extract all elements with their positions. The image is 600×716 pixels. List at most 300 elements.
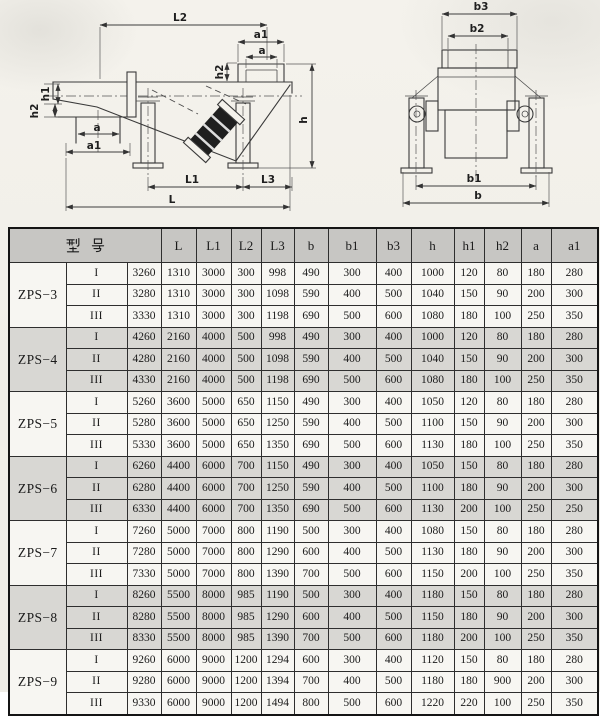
value-cell: 90 — [484, 607, 521, 629]
header-row — [9, 228, 598, 263]
value-cell: 1130 — [411, 542, 454, 564]
type-cell: III — [66, 306, 127, 328]
value-cell: 180 — [521, 585, 551, 607]
value-cell: 500 — [328, 693, 376, 715]
value-cell: 600 — [376, 628, 411, 650]
value-cell: 1080 — [411, 306, 454, 328]
table-row — [9, 521, 598, 543]
value-cell: 7260 — [127, 521, 161, 543]
type-cell: II — [66, 542, 127, 564]
value-cell: 300 — [551, 349, 598, 371]
type-cell: II — [66, 671, 127, 693]
value-cell: 100 — [484, 306, 521, 328]
value-cell: 90 — [484, 349, 521, 371]
col-header-L1: L1 — [196, 228, 231, 263]
table-row — [9, 284, 598, 306]
value-cell: 1100 — [411, 478, 454, 500]
value-cell: 400 — [376, 327, 411, 349]
value-cell: 3000 — [196, 263, 231, 285]
value-cell: 300 — [328, 650, 376, 672]
value-cell: 1040 — [411, 284, 454, 306]
table-row — [9, 585, 598, 607]
value-cell: 400 — [328, 607, 376, 629]
value-cell: 300 — [328, 521, 376, 543]
value-cell: 180 — [454, 478, 484, 500]
value-cell: 150 — [454, 650, 484, 672]
value-cell: 800 — [231, 521, 261, 543]
value-cell: 5000 — [196, 435, 231, 457]
value-cell: 150 — [454, 349, 484, 371]
value-cell: 180 — [521, 650, 551, 672]
value-cell: 250 — [521, 564, 551, 586]
value-cell: 100 — [484, 693, 521, 715]
value-cell: 1040 — [411, 349, 454, 371]
type-cell: I — [66, 650, 127, 672]
value-cell: 590 — [294, 349, 328, 371]
value-cell: 1200 — [231, 693, 261, 715]
value-cell: 180 — [454, 671, 484, 693]
value-cell: 4260 — [127, 327, 161, 349]
value-cell: 250 — [521, 435, 551, 457]
value-cell: 300 — [231, 263, 261, 285]
value-cell: 280 — [551, 263, 598, 285]
value-cell: 120 — [454, 392, 484, 414]
value-cell: 985 — [231, 628, 261, 650]
value-cell: 500 — [376, 478, 411, 500]
value-cell: 600 — [294, 542, 328, 564]
value-cell: 7000 — [196, 542, 231, 564]
table-row — [9, 499, 598, 521]
value-cell: 300 — [328, 392, 376, 414]
type-cell: II — [66, 349, 127, 371]
value-cell: 200 — [521, 284, 551, 306]
value-cell: 690 — [294, 435, 328, 457]
value-cell: 1390 — [261, 628, 294, 650]
dim-label-b: b — [474, 190, 482, 202]
value-cell: 800 — [231, 564, 261, 586]
model-header-glyphs — [65, 237, 106, 253]
value-cell: 4400 — [161, 456, 196, 478]
spec-table — [8, 227, 599, 716]
value-cell: 9000 — [196, 671, 231, 693]
value-cell: 300 — [328, 327, 376, 349]
value-cell: 4000 — [196, 349, 231, 371]
value-cell: 1150 — [411, 607, 454, 629]
table-row — [9, 392, 598, 414]
col-header-b: b — [294, 228, 328, 263]
table-row — [9, 370, 598, 392]
value-cell: 5280 — [127, 413, 161, 435]
value-cell: 300 — [551, 284, 598, 306]
table-row — [9, 607, 598, 629]
value-cell: 590 — [294, 478, 328, 500]
value-cell: 1310 — [161, 306, 196, 328]
value-cell: 1350 — [261, 435, 294, 457]
value-cell: 5000 — [161, 521, 196, 543]
value-cell: 80 — [484, 650, 521, 672]
col-header-b3: b3 — [376, 228, 411, 263]
value-cell: 500 — [376, 349, 411, 371]
value-cell: 590 — [294, 284, 328, 306]
value-cell: 80 — [484, 456, 521, 478]
value-cell: 500 — [376, 671, 411, 693]
value-cell: 2160 — [161, 327, 196, 349]
value-cell: 500 — [231, 327, 261, 349]
value-cell: 280 — [551, 327, 598, 349]
table-row — [9, 413, 598, 435]
value-cell: 2160 — [161, 349, 196, 371]
value-cell: 1130 — [411, 435, 454, 457]
type-cell: I — [66, 392, 127, 414]
dim-label-a-top: a — [258, 45, 266, 57]
value-cell: 6280 — [127, 478, 161, 500]
model-group — [9, 392, 598, 457]
value-cell: 650 — [231, 392, 261, 414]
value-cell: 500 — [231, 370, 261, 392]
value-cell: 650 — [231, 435, 261, 457]
type-cell: III — [66, 435, 127, 457]
value-cell: 490 — [294, 263, 328, 285]
value-cell: 5000 — [196, 392, 231, 414]
col-header-a1: a1 — [551, 228, 598, 263]
type-cell: III — [66, 499, 127, 521]
value-cell: 1098 — [261, 284, 294, 306]
value-cell: 700 — [231, 499, 261, 521]
value-cell: 5000 — [196, 413, 231, 435]
value-cell: 3000 — [196, 284, 231, 306]
value-cell: 600 — [376, 693, 411, 715]
value-cell: 985 — [231, 585, 261, 607]
value-cell: 6000 — [161, 693, 196, 715]
dim-label-b3: b3 — [473, 1, 489, 13]
table-row — [9, 327, 598, 349]
dim-label-h2-top: h2 — [214, 64, 226, 80]
value-cell: 5330 — [127, 435, 161, 457]
value-cell: 220 — [454, 693, 484, 715]
value-cell: 900 — [484, 671, 521, 693]
value-cell: 7330 — [127, 564, 161, 586]
value-cell: 200 — [454, 628, 484, 650]
value-cell: 600 — [376, 564, 411, 586]
type-cell: II — [66, 478, 127, 500]
value-cell: 200 — [521, 542, 551, 564]
table-row — [9, 349, 598, 371]
value-cell: 280 — [551, 392, 598, 414]
value-cell: 500 — [376, 413, 411, 435]
support-leg — [401, 90, 432, 180]
value-cell: 80 — [484, 521, 521, 543]
value-cell: 180 — [454, 435, 484, 457]
value-cell: 490 — [294, 327, 328, 349]
value-cell: 600 — [376, 499, 411, 521]
table-row — [9, 650, 598, 672]
value-cell: 250 — [521, 693, 551, 715]
value-cell: 350 — [551, 370, 598, 392]
value-cell: 100 — [484, 435, 521, 457]
value-cell: 3260 — [127, 263, 161, 285]
value-cell: 150 — [454, 284, 484, 306]
table-row — [9, 693, 598, 715]
value-cell: 1250 — [261, 478, 294, 500]
value-cell: 300 — [551, 542, 598, 564]
value-cell: 650 — [231, 413, 261, 435]
value-cell: 400 — [376, 521, 411, 543]
value-cell: 150 — [454, 456, 484, 478]
value-cell: 4000 — [196, 370, 231, 392]
value-cell: 9330 — [127, 693, 161, 715]
value-cell: 300 — [551, 413, 598, 435]
value-cell: 100 — [484, 370, 521, 392]
value-cell: 200 — [454, 499, 484, 521]
value-cell: 4000 — [196, 327, 231, 349]
model-group — [9, 585, 598, 650]
model-cell: ZPS−7 — [9, 521, 66, 586]
value-cell: 690 — [294, 499, 328, 521]
value-cell: 400 — [376, 263, 411, 285]
dim-label-L2: L2 — [173, 12, 187, 24]
value-cell: 6000 — [196, 499, 231, 521]
value-cell: 200 — [521, 607, 551, 629]
model-cell: ZPS−5 — [9, 392, 66, 457]
value-cell: 1120 — [411, 650, 454, 672]
dim-label-b2: b2 — [469, 23, 485, 35]
value-cell: 350 — [551, 564, 598, 586]
table-row — [9, 263, 598, 285]
value-cell: 120 — [454, 327, 484, 349]
value-cell: 150 — [454, 521, 484, 543]
value-cell: 300 — [551, 607, 598, 629]
technical-drawings — [0, 0, 600, 224]
table-row — [9, 435, 598, 457]
value-cell: 180 — [521, 327, 551, 349]
value-cell: 700 — [231, 456, 261, 478]
value-cell: 1200 — [231, 650, 261, 672]
value-cell: 500 — [328, 435, 376, 457]
value-cell: 400 — [376, 456, 411, 478]
value-cell: 500 — [376, 284, 411, 306]
value-cell: 150 — [454, 585, 484, 607]
dim-label-h2-left: h2 — [29, 103, 41, 119]
value-cell: 4330 — [127, 370, 161, 392]
col-header-L3: L3 — [261, 228, 294, 263]
type-cell: III — [66, 628, 127, 650]
value-cell: 120 — [454, 263, 484, 285]
value-cell: 5000 — [161, 564, 196, 586]
value-cell: 3600 — [161, 392, 196, 414]
value-cell: 9260 — [127, 650, 161, 672]
value-cell: 250 — [521, 370, 551, 392]
value-cell: 6000 — [196, 456, 231, 478]
value-cell: 5000 — [161, 542, 196, 564]
value-cell: 400 — [376, 392, 411, 414]
value-cell: 500 — [328, 306, 376, 328]
cjk-glyph-xing — [65, 237, 81, 253]
value-cell: 500 — [294, 585, 328, 607]
value-cell: 8000 — [196, 628, 231, 650]
value-cell: 2160 — [161, 370, 196, 392]
value-cell: 200 — [454, 564, 484, 586]
value-cell: 7280 — [127, 542, 161, 564]
value-cell: 1198 — [261, 370, 294, 392]
dim-label-a1-top: a1 — [253, 29, 269, 41]
value-cell: 500 — [328, 628, 376, 650]
value-cell: 700 — [294, 628, 328, 650]
value-cell: 1220 — [411, 693, 454, 715]
col-header-h1: h1 — [454, 228, 484, 263]
support-leg — [521, 90, 552, 180]
col-header-L: L — [161, 228, 196, 263]
model-group — [9, 456, 598, 521]
value-cell: 5500 — [161, 585, 196, 607]
value-cell: 9000 — [196, 693, 231, 715]
value-cell: 400 — [328, 413, 376, 435]
dim-label-L: L — [168, 194, 176, 206]
value-cell: 280 — [551, 521, 598, 543]
value-cell: 90 — [484, 284, 521, 306]
dim-label-a1-bottom: a1 — [86, 140, 102, 152]
value-cell: 1050 — [411, 456, 454, 478]
value-cell: 1198 — [261, 306, 294, 328]
value-cell: 80 — [484, 263, 521, 285]
value-cell: 150 — [454, 413, 484, 435]
value-cell: 600 — [376, 370, 411, 392]
table-row — [9, 306, 598, 328]
type-cell: I — [66, 521, 127, 543]
value-cell: 180 — [454, 607, 484, 629]
value-cell: 250 — [521, 306, 551, 328]
value-cell: 4400 — [161, 499, 196, 521]
value-cell: 1080 — [411, 370, 454, 392]
value-cell: 8000 — [196, 607, 231, 629]
table-row — [9, 542, 598, 564]
value-cell: 600 — [376, 435, 411, 457]
value-cell: 250 — [521, 499, 551, 521]
value-cell: 180 — [521, 456, 551, 478]
value-cell: 600 — [294, 650, 328, 672]
model-group — [9, 650, 598, 715]
type-cell: II — [66, 413, 127, 435]
side-view-drawing — [29, 12, 316, 211]
value-cell: 280 — [551, 650, 598, 672]
dim-label-b1: b1 — [466, 173, 482, 185]
value-cell: 4280 — [127, 349, 161, 371]
value-cell: 200 — [521, 478, 551, 500]
value-cell: 200 — [521, 413, 551, 435]
value-cell: 280 — [551, 456, 598, 478]
value-cell: 90 — [484, 542, 521, 564]
value-cell: 1394 — [261, 671, 294, 693]
value-cell: 1180 — [411, 585, 454, 607]
value-cell: 1180 — [411, 671, 454, 693]
value-cell: 400 — [328, 671, 376, 693]
value-cell: 500 — [328, 499, 376, 521]
value-cell: 690 — [294, 370, 328, 392]
model-cell: ZPS−8 — [9, 585, 66, 650]
value-cell: 90 — [484, 478, 521, 500]
model-group — [9, 521, 598, 586]
col-header-h: h — [411, 228, 454, 263]
value-cell: 3330 — [127, 306, 161, 328]
value-cell: 6000 — [196, 478, 231, 500]
value-cell: 1250 — [261, 413, 294, 435]
value-cell: 700 — [294, 671, 328, 693]
value-cell: 300 — [231, 284, 261, 306]
value-cell: 3000 — [196, 306, 231, 328]
value-cell: 7000 — [196, 564, 231, 586]
value-cell: 400 — [328, 478, 376, 500]
value-cell: 500 — [376, 542, 411, 564]
value-cell: 180 — [521, 521, 551, 543]
type-cell: I — [66, 327, 127, 349]
table-row — [9, 671, 598, 693]
value-cell: 1390 — [261, 564, 294, 586]
dim-label-L3: L3 — [261, 174, 275, 186]
value-cell: 3600 — [161, 435, 196, 457]
value-cell: 490 — [294, 392, 328, 414]
type-cell: II — [66, 284, 127, 306]
value-cell: 100 — [484, 628, 521, 650]
model-cell: ZPS−3 — [9, 263, 66, 328]
model-group — [9, 263, 598, 328]
value-cell: 6330 — [127, 499, 161, 521]
value-cell: 1050 — [411, 392, 454, 414]
value-cell: 1494 — [261, 693, 294, 715]
value-cell: 300 — [328, 456, 376, 478]
value-cell: 1130 — [411, 499, 454, 521]
value-cell: 350 — [551, 306, 598, 328]
value-cell: 180 — [454, 542, 484, 564]
value-cell: 700 — [231, 478, 261, 500]
table-row — [9, 564, 598, 586]
support-leg — [228, 88, 258, 175]
value-cell: 400 — [376, 585, 411, 607]
value-cell: 5500 — [161, 628, 196, 650]
value-cell: 690 — [294, 306, 328, 328]
type-cell: I — [66, 456, 127, 478]
col-header-b1: b1 — [328, 228, 376, 263]
dim-label-h: h — [298, 116, 310, 124]
value-cell: 100 — [484, 564, 521, 586]
model-cell: ZPS−6 — [9, 456, 66, 521]
value-cell: 1150 — [261, 456, 294, 478]
value-cell: 5500 — [161, 607, 196, 629]
value-cell: 350 — [551, 628, 598, 650]
value-cell: 500 — [328, 370, 376, 392]
support-leg — [133, 88, 163, 175]
value-cell: 590 — [294, 413, 328, 435]
value-cell: 180 — [521, 263, 551, 285]
value-cell: 90 — [484, 413, 521, 435]
model-group — [9, 327, 598, 392]
value-cell: 6000 — [161, 671, 196, 693]
type-cell: III — [66, 564, 127, 586]
model-cell: ZPS−4 — [9, 327, 66, 392]
value-cell: 300 — [328, 585, 376, 607]
value-cell: 8330 — [127, 628, 161, 650]
table-row — [9, 628, 598, 650]
value-cell: 1310 — [161, 263, 196, 285]
value-cell: 800 — [294, 693, 328, 715]
value-cell: 1190 — [261, 521, 294, 543]
value-cell: 400 — [376, 650, 411, 672]
col-header-L2: L2 — [231, 228, 261, 263]
end-view-drawing — [401, 1, 552, 207]
value-cell: 300 — [328, 263, 376, 285]
type-cell: III — [66, 693, 127, 715]
value-cell: 600 — [294, 607, 328, 629]
value-cell: 80 — [484, 327, 521, 349]
value-cell: 300 — [231, 306, 261, 328]
